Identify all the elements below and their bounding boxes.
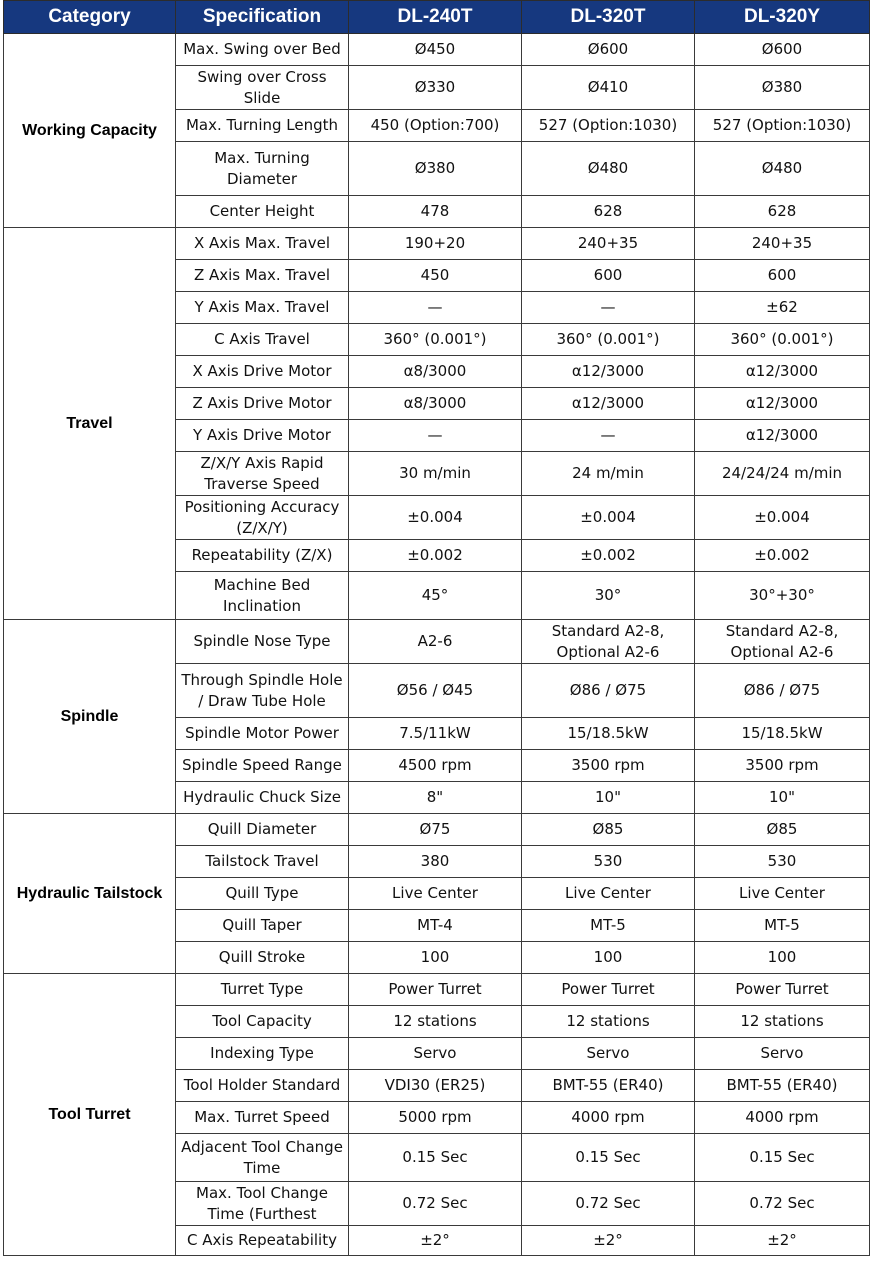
value-dl-240t: 360° (0.001°)	[349, 324, 522, 356]
value-dl-240t: α8/3000	[349, 356, 522, 388]
spec-label: Hydraulic Chuck Size	[176, 782, 349, 814]
value-dl-320t: ±0.004	[522, 496, 695, 540]
value-dl-240t: Ø330	[349, 66, 522, 110]
spec-label: Repeatability (Z/X)	[176, 540, 349, 572]
value-dl-320t: 30°	[522, 572, 695, 620]
spec-label: Spindle Nose Type	[176, 620, 349, 664]
value-dl-320y: 530	[695, 846, 870, 878]
spec-label: Quill Taper	[176, 910, 349, 942]
value-dl-320y: α12/3000	[695, 420, 870, 452]
spec-label: Y Axis Drive Motor	[176, 420, 349, 452]
value-dl-240t: 7.5/11kW	[349, 718, 522, 750]
value-dl-320y: 527 (Option:1030)	[695, 110, 870, 142]
value-dl-240t: Ø450	[349, 34, 522, 66]
table-row	[4, 34, 870, 66]
value-dl-320t: 4000 rpm	[522, 1102, 695, 1134]
value-dl-320y: 12 stations	[695, 1006, 870, 1038]
value-dl-240t: 190+20	[349, 228, 522, 260]
value-dl-320y: Standard A2-8, Optional A2-6	[695, 620, 870, 664]
value-dl-320t: Ø480	[522, 142, 695, 196]
value-dl-320t: Ø85	[522, 814, 695, 846]
header-model-dl-240t: DL-240T	[349, 1, 522, 34]
value-dl-240t: ±2°	[349, 1226, 522, 1256]
value-dl-320y: 100	[695, 942, 870, 974]
category-hydraulic-tailstock: Hydraulic Tailstock	[4, 814, 176, 974]
spec-label: Positioning Accuracy (Z/X/Y)	[176, 496, 349, 540]
value-dl-240t: 380	[349, 846, 522, 878]
spec-label: Max. Turning Length	[176, 110, 349, 142]
value-dl-240t: VDI30 (ER25)	[349, 1070, 522, 1102]
value-dl-320t: 12 stations	[522, 1006, 695, 1038]
value-dl-320y: 10"	[695, 782, 870, 814]
value-dl-320y: ±62	[695, 292, 870, 324]
value-dl-240t: 100	[349, 942, 522, 974]
value-dl-240t: Servo	[349, 1038, 522, 1070]
spec-label: C Axis Travel	[176, 324, 349, 356]
value-dl-320t: —	[522, 420, 695, 452]
value-dl-240t: Live Center	[349, 878, 522, 910]
value-dl-240t: A2-6	[349, 620, 522, 664]
value-dl-320t: 24 m/min	[522, 452, 695, 496]
value-dl-320t: 527 (Option:1030)	[522, 110, 695, 142]
value-dl-320t: 360° (0.001°)	[522, 324, 695, 356]
spec-label: Through Spindle Hole / Draw Tube Hole	[176, 664, 349, 718]
value-dl-320t: Ø86 / Ø75	[522, 664, 695, 718]
value-dl-240t: 450 (Option:700)	[349, 110, 522, 142]
value-dl-320y: BMT-55 (ER40)	[695, 1070, 870, 1102]
spec-label: Indexing Type	[176, 1038, 349, 1070]
value-dl-320y: 0.15 Sec	[695, 1134, 870, 1182]
spec-label: C Axis Repeatability	[176, 1226, 349, 1256]
value-dl-320t: 628	[522, 196, 695, 228]
value-dl-240t: —	[349, 292, 522, 324]
value-dl-320y: 360° (0.001°)	[695, 324, 870, 356]
value-dl-240t: MT-4	[349, 910, 522, 942]
value-dl-320y: Servo	[695, 1038, 870, 1070]
value-dl-320t: 0.72 Sec	[522, 1182, 695, 1226]
value-dl-240t: 450	[349, 260, 522, 292]
value-dl-320t: 10"	[522, 782, 695, 814]
value-dl-320t: Ø600	[522, 34, 695, 66]
value-dl-320t: MT-5	[522, 910, 695, 942]
value-dl-320y: 600	[695, 260, 870, 292]
spec-label: Max. Tool Change Time (Furthest	[176, 1182, 349, 1226]
spec-label: Machine Bed Inclination	[176, 572, 349, 620]
value-dl-320y: 240+35	[695, 228, 870, 260]
header-model-dl-320y: DL-320Y	[695, 1, 870, 34]
spec-label: Max. Turning Diameter	[176, 142, 349, 196]
header-specification: Specification	[176, 1, 349, 34]
table-row	[4, 228, 870, 260]
spec-label: Quill Type	[176, 878, 349, 910]
spec-label: Tool Capacity	[176, 1006, 349, 1038]
value-dl-240t: Ø56 / Ø45	[349, 664, 522, 718]
spec-table	[3, 0, 870, 1256]
value-dl-240t: 5000 rpm	[349, 1102, 522, 1134]
value-dl-320t: —	[522, 292, 695, 324]
spec-label: Center Height	[176, 196, 349, 228]
value-dl-240t: 30 m/min	[349, 452, 522, 496]
spec-label: Spindle Motor Power	[176, 718, 349, 750]
value-dl-320t: 240+35	[522, 228, 695, 260]
value-dl-240t: 0.15 Sec	[349, 1134, 522, 1182]
header-row	[4, 1, 870, 34]
value-dl-320y: ±0.004	[695, 496, 870, 540]
value-dl-320y: Ø380	[695, 66, 870, 110]
value-dl-240t: α8/3000	[349, 388, 522, 420]
spec-label: Quill Stroke	[176, 942, 349, 974]
value-dl-320t: 15/18.5kW	[522, 718, 695, 750]
value-dl-320t: α12/3000	[522, 388, 695, 420]
spec-label: Tailstock Travel	[176, 846, 349, 878]
spec-label: Spindle Speed Range	[176, 750, 349, 782]
spec-label: X Axis Drive Motor	[176, 356, 349, 388]
value-dl-320y: 15/18.5kW	[695, 718, 870, 750]
value-dl-240t: Ø380	[349, 142, 522, 196]
value-dl-320t: Standard A2-8, Optional A2-6	[522, 620, 695, 664]
value-dl-240t: 478	[349, 196, 522, 228]
table-row	[4, 620, 870, 664]
spec-label: Tool Holder Standard	[176, 1070, 349, 1102]
value-dl-320t: 3500 rpm	[522, 750, 695, 782]
value-dl-320y: Ø600	[695, 34, 870, 66]
value-dl-320y: Power Turret	[695, 974, 870, 1006]
spec-label: Turret Type	[176, 974, 349, 1006]
value-dl-320y: Live Center	[695, 878, 870, 910]
value-dl-240t: ±0.004	[349, 496, 522, 540]
value-dl-320y: 24/24/24 m/min	[695, 452, 870, 496]
spec-label: Adjacent Tool Change Time	[176, 1134, 349, 1182]
value-dl-320y: α12/3000	[695, 388, 870, 420]
value-dl-320y: 30°+30°	[695, 572, 870, 620]
value-dl-320t: Servo	[522, 1038, 695, 1070]
category-spindle: Spindle	[4, 620, 176, 814]
value-dl-320t: α12/3000	[522, 356, 695, 388]
value-dl-320y: Ø85	[695, 814, 870, 846]
spec-label: Y Axis Max. Travel	[176, 292, 349, 324]
spec-label: Max. Swing over Bed	[176, 34, 349, 66]
value-dl-320y: 4000 rpm	[695, 1102, 870, 1134]
category-travel: Travel	[4, 228, 176, 620]
value-dl-240t: Ø75	[349, 814, 522, 846]
table-row	[4, 814, 870, 846]
value-dl-320y: α12/3000	[695, 356, 870, 388]
value-dl-320t: 0.15 Sec	[522, 1134, 695, 1182]
spec-label: Z Axis Drive Motor	[176, 388, 349, 420]
category-working-capacity: Working Capacity	[4, 34, 176, 228]
value-dl-320t: Live Center	[522, 878, 695, 910]
value-dl-320y: Ø86 / Ø75	[695, 664, 870, 718]
value-dl-240t: 45°	[349, 572, 522, 620]
value-dl-320t: BMT-55 (ER40)	[522, 1070, 695, 1102]
value-dl-240t: Power Turret	[349, 974, 522, 1006]
value-dl-240t: ±0.002	[349, 540, 522, 572]
value-dl-320y: 0.72 Sec	[695, 1182, 870, 1226]
value-dl-320y: Ø480	[695, 142, 870, 196]
value-dl-320t: Ø410	[522, 66, 695, 110]
table-row	[4, 974, 870, 1006]
value-dl-240t: 12 stations	[349, 1006, 522, 1038]
category-tool-turret: Tool Turret	[4, 974, 176, 1256]
spec-label: Quill Diameter	[176, 814, 349, 846]
value-dl-320t: 530	[522, 846, 695, 878]
value-dl-320t: 100	[522, 942, 695, 974]
value-dl-240t: —	[349, 420, 522, 452]
value-dl-320y: ±2°	[695, 1226, 870, 1256]
spec-label: Swing over Cross Slide	[176, 66, 349, 110]
spec-label: Z/X/Y Axis Rapid Traverse Speed	[176, 452, 349, 496]
value-dl-320y: MT-5	[695, 910, 870, 942]
value-dl-240t: 0.72 Sec	[349, 1182, 522, 1226]
spec-label: X Axis Max. Travel	[176, 228, 349, 260]
value-dl-240t: 4500 rpm	[349, 750, 522, 782]
value-dl-320y: 628	[695, 196, 870, 228]
header-model-dl-320t: DL-320T	[522, 1, 695, 34]
value-dl-320t: 600	[522, 260, 695, 292]
value-dl-320y: ±0.002	[695, 540, 870, 572]
value-dl-320t: ±2°	[522, 1226, 695, 1256]
spec-label: Max. Turret Speed	[176, 1102, 349, 1134]
header-category: Category	[4, 1, 176, 34]
value-dl-240t: 8"	[349, 782, 522, 814]
value-dl-320t: ±0.002	[522, 540, 695, 572]
value-dl-320t: Power Turret	[522, 974, 695, 1006]
value-dl-320y: 3500 rpm	[695, 750, 870, 782]
spec-label: Z Axis Max. Travel	[176, 260, 349, 292]
